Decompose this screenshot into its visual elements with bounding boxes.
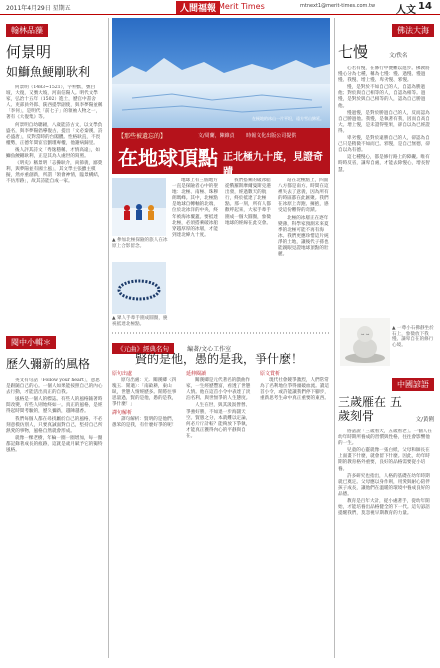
inset-photo-1 bbox=[112, 178, 166, 236]
paragraph: 兒童的心靈就像一張白紙，父母和師長在上面畫下什麼，就會留下什麼。因此，幼年時期的教育格外重要，良好的品格需要從小培養。 bbox=[338, 448, 430, 472]
paragraph: 這七種慢心，都是修行路上的障礙。唯有時時反省，謙卑自處，才能去除慢心，增長智慧。 bbox=[338, 155, 430, 173]
masthead-logo: 人間福報 bbox=[176, 1, 220, 14]
left-column-article-2 bbox=[6, 330, 104, 668]
paragraph: 我們每個人都在尋找屬於自己的風格，不必刻意模仿別人，只要真誠面對自己，堅持自己所熱愛的事物，風格自然就會形成。 bbox=[6, 416, 103, 434]
section-name: 人文 bbox=[396, 5, 416, 16]
article-byline: 編著∕文心工作室 bbox=[187, 346, 232, 353]
article-byline: 文∕佚名 bbox=[389, 53, 408, 59]
feature-body-col-1 bbox=[172, 178, 222, 328]
statue-caption: ▲ 一尊小石佛靜坐於石上，象徵放下我慢、謙卑自在的修行心境。 bbox=[392, 326, 434, 348]
paragraph: 英文有句話「Follow your heart」，意思是跟隨自己的心。一個人如果能按照自己的內心去行動，才能活出真正的自我。 bbox=[6, 378, 103, 396]
paragraph: 慢過慢，是對於勝過自己的人，反而認為自己勝過他。我慢，是執著有我，因而自高自大。增上慢，是未證得聖果，卻自以為已經證得。 bbox=[338, 110, 430, 134]
paragraph: 心若有慢，在修行中便難以進步。佛教將慢心分為七種，稱為七慢：慢、過慢、慢過慢、我慢、增上慢、卑劣慢、邪慢。 bbox=[338, 66, 430, 84]
bottom-article-title: 賢的是他，愚的是我，爭什麼！ bbox=[135, 352, 304, 366]
headline-sub: 正北極九十度，見證奇蹟 bbox=[223, 152, 323, 178]
paragraph: 站在北極點上，四面八方都是南方。時間在這裡失去了意義，因為所有的時區都在此匯聚。我們在冰原上奔跑、擁抱，感受這份難得的奇蹟。 bbox=[278, 178, 329, 214]
paragraph: 後人評其詩文「秀逸穩稱，才情高遠」，如鰤魚鯁剛耿利，正是其為人處世的寫照。 bbox=[6, 147, 100, 160]
photo-caption: 在極地的冰山一片平坦，遠方雪山綿延。 bbox=[252, 116, 324, 121]
column-tag: 《元曲》經典名句 bbox=[112, 343, 174, 354]
paragraph: 教育是百年大計，從小處著手，從幼年開始，才能培養出品格健全的下一代。這句諺語提醒我們，莫忽視早期教育的力量。 bbox=[338, 499, 430, 517]
paragraph: 風格是一個人的標誌。有些人的風格隨著時間改變，有些人則始終如一。真正的風格，是經得起時間考驗的，歷久彌新，越陳越香。 bbox=[6, 397, 103, 415]
paragraph: 何景明（1483~1521），字仲默，號白坡，大復，又號大坡，河南信陽人。明代文學家，弘治十五年（1502）進士，歷官中書舍人、吏部員外郎、陝西提學副使，與李夢陽並稱「李何」，是明代「前七子」的領袖人物之一，著有《大復集》等。 bbox=[6, 85, 103, 121]
paragraph: 就像一棵老樹，年輪一圈一圈增加，每一圈都記錄著成長的痕跡，這就是歲月賦予它的獨特風格。 bbox=[6, 435, 103, 454]
feature-body-col-2 bbox=[225, 178, 275, 328]
column-divider bbox=[108, 18, 109, 658]
headline-banner bbox=[112, 128, 330, 178]
article-body bbox=[6, 378, 104, 668]
credit-line: 文∕周蘭，陳維貞 時報文化出版公司提供 bbox=[198, 133, 297, 139]
column-tag: 翰林品藻 bbox=[6, 24, 48, 37]
circle-of-people-image bbox=[112, 262, 166, 314]
page-number: 14 bbox=[418, 1, 432, 12]
right-column-article bbox=[338, 18, 434, 336]
paragraph: 北極的冰層正在逐年變薄，科學家預測未來夏季的北極可能不再有海冰。我們更應珍惜這片純淨的土地，讓後代子孫也能親眼見證地球頂點的壯麗。 bbox=[278, 215, 329, 258]
article-byline: 文∕黃俐 bbox=[415, 417, 434, 423]
article-body bbox=[338, 66, 434, 336]
article-body bbox=[6, 85, 104, 315]
feature-photo bbox=[112, 18, 330, 128]
expedition-group-image bbox=[112, 178, 166, 236]
masthead-english: Merit Times bbox=[218, 2, 265, 11]
paragraph: 《明史》稱景明「志操耿介，尚節義，鄙榮利，與夢陽並有國士風」，其文學主張雖主模擬，然亦重創新，所謂「領會神情，臨景構結，不仿形跡」，故其詩能自成一家。 bbox=[6, 161, 103, 185]
bottom-body-col-1 bbox=[112, 370, 180, 655]
paragraph: 人生在世，與其汲汲營營、爭強好勝，不如退一步海闊天空。賢愚之分，本就難以定論，何必斤斤計較？能夠放下爭執，才能真正獲得內心的平靜與自在。 bbox=[186, 403, 251, 439]
article-title: 歷久彌新的風格 bbox=[6, 357, 91, 371]
feature-body-col-3 bbox=[278, 178, 330, 328]
paragraph: 地球上有三個地方一直是探險者心中的聖地：北極、南極、珠穆朗瑪峰。其中，北極點是地球自轉軸的北端，位於北冰洋的中央，終年被海冰覆蓋。要抵達北極，必須搭乘破冰船穿越厚厚的冰層，才能到達北緯九十度。 bbox=[172, 178, 218, 238]
bottom-body-col-3 bbox=[260, 370, 330, 655]
paragraph: 慢，是對於不如自己的人，自認為勝過他；對於與自己相等的人，自認為相等。過慢，是對於與自己相等的人，認為自己勝過他。 bbox=[338, 85, 426, 109]
subheading-reading: 延伸閱讀 bbox=[186, 371, 207, 377]
article-title: 如鰤魚鯁剛耿利 bbox=[6, 65, 91, 79]
paragraph: 原句出處：元．關漢卿〈四塊玉．閒適〉：「南畝耕，東山臥，世態人情經歷多。閒將往事思量過，賢的是他，愚的是我，爭什麼！」 bbox=[112, 378, 177, 408]
contact-email: mtnext1@merit-times.com.tw bbox=[300, 3, 376, 9]
paragraph: 譯句解析：賢明的是他們，愚笨的是我，有什麼好爭的呢！ bbox=[112, 416, 177, 428]
inset-caption-1: ▲ 參加北極探險的旅人在冰原上合影留念。 bbox=[112, 238, 168, 249]
statue-photo bbox=[340, 318, 390, 366]
column-tag: 佛法大海 bbox=[392, 24, 434, 37]
article-body bbox=[338, 429, 434, 661]
right-column-article-2 bbox=[338, 372, 434, 661]
stone-buddha-image bbox=[340, 318, 390, 366]
article-title: 七慢 bbox=[338, 43, 369, 61]
issue-date: 2011年4月29日 星期五 bbox=[6, 5, 71, 12]
page-header bbox=[0, 0, 440, 15]
series-label: 【那些被遺忘的】 bbox=[118, 133, 167, 140]
paragraph: 卑劣慢，是對於遠勝自己的人，卻認為自己只是稍微不如而已。邪慢，是自己無德，卻自以為有德。 bbox=[338, 136, 430, 154]
column-tag: 中國諺語 bbox=[392, 378, 434, 391]
paragraph: 何景明自幼聰穎，八歲能詩古文，以文學負盛名，與李夢陽倡導復古，提出「文必秦漢，詩必盛唐」，反對當時的台閣體。性格耿直，不畏權勢，正德年間宦官劉瑾專權，他謝病歸里。 bbox=[6, 122, 103, 146]
column-divider bbox=[334, 18, 335, 658]
headline-main: 在地球頂點 bbox=[118, 146, 218, 170]
paragraph: 現代社會競爭激烈，人們常常為了名利地位爭得頭破血流。讀這首小令，或許能讓我們停下腳步，重新思考生命中真正重要的東西。 bbox=[260, 378, 329, 402]
inset-photo-2 bbox=[112, 262, 166, 314]
article-author: 何景明 bbox=[6, 43, 52, 61]
column-tag: 閱中小輯＊ bbox=[6, 336, 56, 349]
article-title: 三歲雁在 五歲刻骨 bbox=[338, 395, 402, 423]
left-column-article bbox=[6, 18, 104, 315]
inset-caption-2: ▲ 眾人手牽手圍成圓圈，慶祝抵達北極點。 bbox=[112, 316, 168, 327]
paragraph: 俗話說「三歲看大，五歲看老」。一個人在幼年時期所養成的習慣與性格，往往會影響他的一生。 bbox=[338, 429, 432, 447]
subheading-explain: 譯句解析 bbox=[112, 409, 133, 416]
subheading-appreciation: 原文賞析 bbox=[260, 371, 281, 377]
arctic-landscape-image bbox=[112, 18, 330, 128]
bottom-body-col-2 bbox=[186, 370, 254, 655]
paragraph: 許多研究也指出，人格的基礎在幼年時期就已奠定。父母應以身作則，用愛與耐心陪伴孩子成長，讓他們在溫暖的環境中養成良好的品德。 bbox=[338, 473, 430, 497]
paragraph: 關漢卿是元代著名的戲曲作家，一生經歷豐富，看透了世態人情。他在這首小令中表達了淡泊名利、與世無爭的人生態度。 bbox=[186, 378, 251, 402]
subheading-source: 原句出處 bbox=[112, 371, 133, 377]
paragraph: 我們搭乘的破冰船從俄羅斯摩爾曼斯克港出發，經過數天的航行，終於抵達了北極點。那一刻，所有人都歡呼起來，大家手牽手圍成一個大圓圈，象徵地球的經線在此交會。 bbox=[225, 178, 271, 226]
section-divider bbox=[112, 332, 330, 334]
